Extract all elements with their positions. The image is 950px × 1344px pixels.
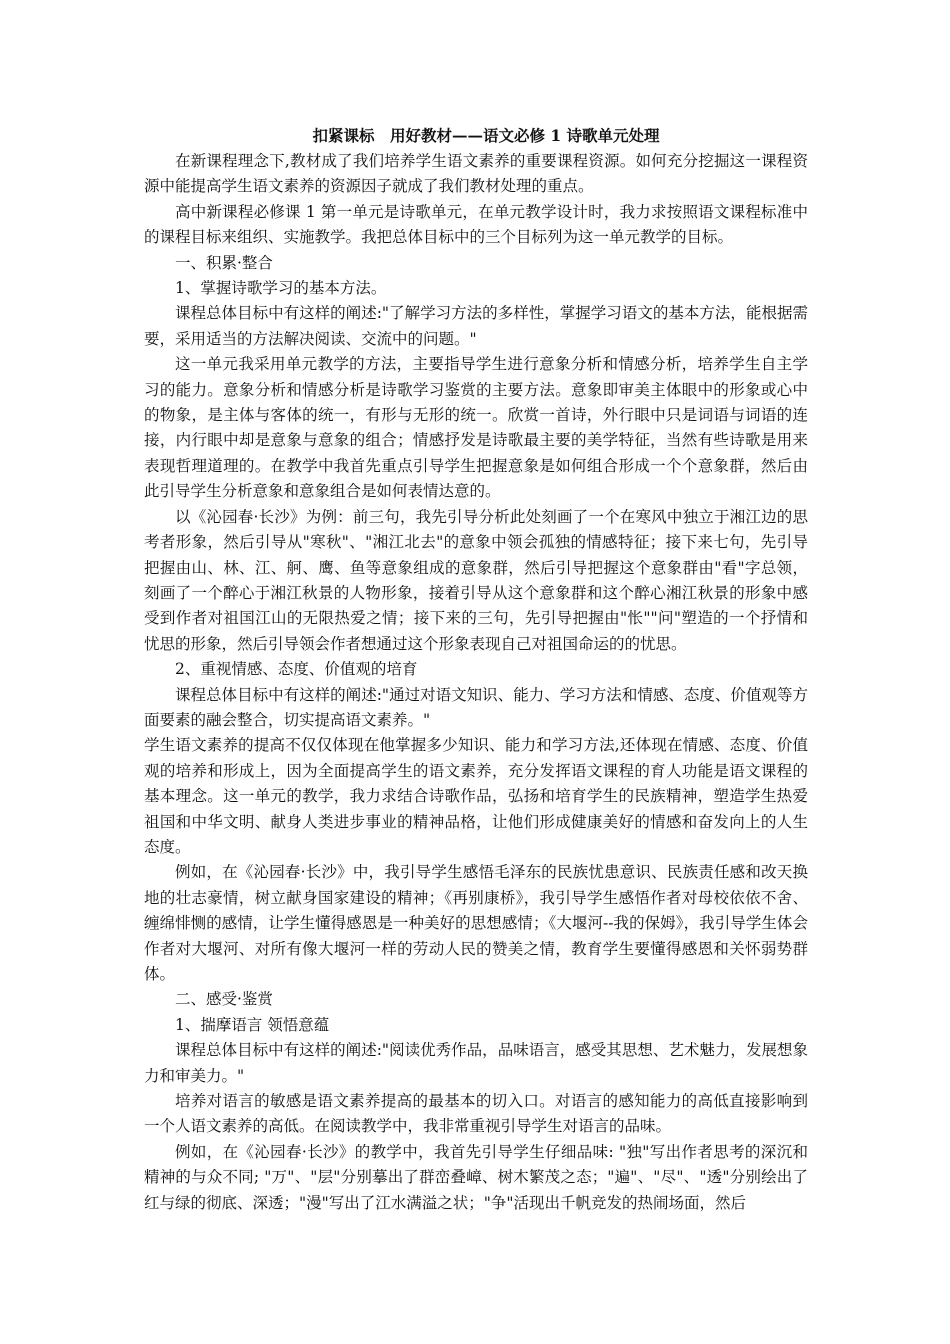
document-title: 扣紧课标 用好教材——语文必修 1 诗歌单元处理 bbox=[312, 126, 660, 145]
paragraph: 一、积累·整合 bbox=[175, 253, 273, 272]
paragraph: 以《沁园春·长沙》为例：前三句，我先引导分析此处刻画了一个在寒风中独立于湘江边的思考者形象，然后引导从"寒秋"、"湘江北去"的意象中领会孤独的情感特征；接下来七句，先引导把握由山、林、江、舸、鹰、鱼等意象组成的意象群，然后引导把握这个意象群由"看"字总领，刻画了一个醉心于湘江秋景的人物形象，接着引导从这个意象群和这个醉心湘江秋景的形象中感受到作者对祖国江山的无限热爱之情；接下来的三句，先引导把握由"怅""问"塑造的一个抒情和忧思的形象，然后引导领会作者想通过这个形象表现自己对祖国命运的的忧思。 bbox=[144, 507, 808, 653]
paragraph: 例如，在《沁园春·长沙》的教学中，我首先引导学生仔细品味: "独"写出作者思考的深沉和精神的与众不同; "万"、"层"分别摹出了群峦叠嶂、树木繁茂之态；"遍"、"尽"、"透"分别绘出了红与绿的彻底、深透；"漫"写出了江水满溢之状；"争"活现出千帆竞发的热闹场面，然后 bbox=[144, 1142, 808, 1212]
paragraph: 二、感受·鉴赏 bbox=[175, 990, 273, 1009]
document-body bbox=[144, 149, 808, 1216]
paragraph: 高中新课程必修课 1 第一单元是诗歌单元，在单元教学设计时，我力求按照语文课程标准中的课程目标来组织、实施教学。我把总体目标中的三个目标列为这一单元教学的目标。 bbox=[144, 202, 808, 247]
paragraph: 在新课程理念下,教材成了我们培养学生语文素养的重要课程资源。如何充分挖掘这一课程资源中能提高学生语文素养的资源因子就成了我们教材处理的重点。 bbox=[144, 152, 808, 196]
paragraph: 1、掌握诗歌学习的基本方法。 bbox=[175, 279, 387, 298]
paragraph: 学生语文素养的提高不仅仅体现在他掌握多少知识、能力和学习方法,还体现在情感、态度、价值观的培养和形成上，因为全面提高学生的语文素养，充分发挥语文课程的育人功能是语文课程的基本理念。这一单元的教学，我力求结合诗歌作品，弘扬和培育学生的民族精神，塑造学生热爱祖国和中华文明、献身人类进步事业的精神品格，让他们形成健康美好的情感和奋发向上的人生态度。 bbox=[144, 736, 808, 856]
paragraph: 课程总体目标中有这样的阐述:"通过对语文知识、能力、学习方法和情感、态度、价值观等方面要素的融会整合，切实提高语文素养。" bbox=[144, 685, 808, 729]
paragraph: 课程总体目标中有这样的阐述:"阅读优秀作品，品味语言，感受其思想、艺术魅力，发展想象力和审美力。" bbox=[144, 1041, 808, 1085]
paragraph: 课程总体目标中有这样的阐述:"了解学习方法的多样性，掌握学习语文的基本方法，能根据需要，采用适当的方法解决阅读、交流中的问题。" bbox=[144, 304, 808, 348]
document-page bbox=[144, 124, 808, 1216]
paragraph: 这一单元我采用单元教学的方法，主要指导学生进行意象分析和情感分析，培养学生自主学习的能力。意象分析和情感分析是诗歌学习鉴赏的主要方法。意象即审美主体眼中的形象或心中的物象，是主体与客体的统一，有形与无形的统一。欣赏一首诗，外行眼中只是词语与词语的连接，内行眼中却是意象与意象的组合；情感抒发是诗歌最主要的美学特征，当然有些诗歌是用来表现哲理道理的。在教学中我首先重点引导学生把握意象是如何组合形成一个个意象群，然后由此引导学生分析意象和意象组合是如何表情达意的。 bbox=[144, 355, 808, 501]
paragraph: 1、揣摩语言 领悟意蕴 bbox=[175, 1015, 330, 1034]
paragraph: 例如，在《沁园春·长沙》中，我引导学生感悟毛泽东的民族忧患意识、民族责任感和改天换地的壮志豪情，树立献身国家建设的精神；《再别康桥》，我引导学生感悟作者对母校依依不舍、缠绵悱恻的感情，让学生懂得感恩是一种美好的思想感情；《大堰河--我的保姆》，我引导学生体会作者对大堰河、对所有像大堰河一样的劳动人民的赞美之情，教育学生要懂得感恩和关怀弱势群体。 bbox=[144, 863, 808, 983]
paragraph: 2、重视情感、态度、价值观的培育 bbox=[175, 660, 418, 679]
paragraph: 培养对语言的敏感是语文素养提高的最基本的切入口。对语言的感知能力的高低直接影响到一个人语文素养的高低。在阅读教学中，我非常重视引导学生对语言的品味。 bbox=[144, 1092, 808, 1136]
